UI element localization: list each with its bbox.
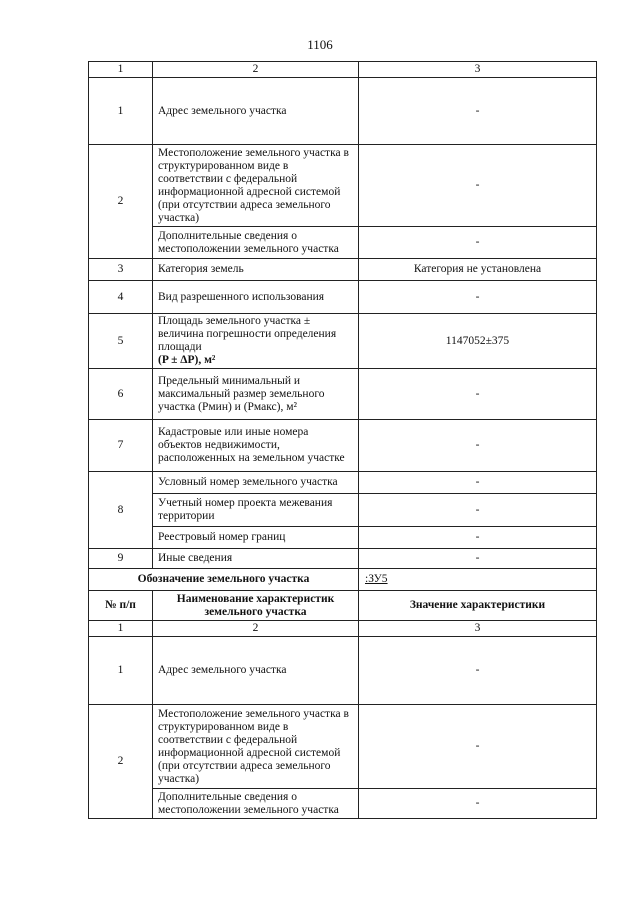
characteristic-name: Местоположение земельного участка в структурированном виде в соответствии с федеральной информационной адресной системой (при отсутствии адреса земельного участка): [153, 705, 359, 789]
characteristic-name: Адрес земельного участка: [153, 78, 359, 145]
characteristic-name: Учетный номер проекта межевания территории: [153, 494, 359, 527]
row-number: 2: [89, 145, 153, 259]
table-row: [89, 227, 597, 259]
row-number: 4: [89, 281, 153, 314]
characteristic-name: Адрес земельного участка: [153, 637, 359, 705]
characteristic-name: Условный номер земельного участка: [153, 472, 359, 494]
table-row: [89, 705, 597, 789]
header-row: [89, 591, 597, 621]
characteristic-value: -: [359, 227, 597, 259]
characteristic-value: -: [359, 789, 597, 819]
characteristic-name: [153, 314, 359, 369]
table-row: [89, 259, 597, 281]
row-number: 3: [89, 259, 153, 281]
characteristic-name: Категория земель: [153, 259, 359, 281]
characteristic-name: Реестровый номер границ: [153, 527, 359, 549]
table-row: [89, 527, 597, 549]
land-plot-table: [88, 61, 597, 819]
characteristic-value: -: [359, 494, 597, 527]
col-number-3: 3: [359, 62, 597, 78]
characteristic-value: 1147052±375: [359, 314, 597, 369]
characteristic-value: -: [359, 369, 597, 420]
row-number: 9: [89, 549, 153, 569]
characteristic-value: -: [359, 78, 597, 145]
col-number-3: 3: [359, 621, 597, 637]
characteristic-value: -: [359, 281, 597, 314]
characteristic-value: -: [359, 527, 597, 549]
table-row: [89, 145, 597, 227]
column-number-row: [89, 621, 597, 637]
row-number: 8: [89, 472, 153, 549]
characteristic-name: Дополнительные сведения о местоположении земельного участка: [153, 227, 359, 259]
row-number: 2: [89, 705, 153, 819]
header-characteristic-name: Наименование характеристик земельного участка: [153, 591, 359, 621]
column-number-row: [89, 62, 597, 78]
row-number: 1: [89, 637, 153, 705]
table-row: [89, 369, 597, 420]
table-row: [89, 281, 597, 314]
characteristic-name: Местоположение земельного участка в структурированном виде в соответствии с федеральной информационной адресной системой (при отсутствии адреса земельного участка): [153, 145, 359, 227]
area-name-text: Площадь земельного участка ± величина погрешности определения площади: [158, 315, 337, 353]
characteristic-value: -: [359, 145, 597, 227]
characteristic-name: Предельный минимальный и максимальный размер земельного участка (Рмин) и (Рмакс), м²: [153, 369, 359, 420]
characteristic-value: -: [359, 637, 597, 705]
col-number-1: 1: [89, 62, 153, 78]
col-number-2: 2: [153, 621, 359, 637]
header-number: № п/п: [89, 591, 153, 621]
characteristic-name: Дополнительные сведения о местоположении земельного участка: [153, 789, 359, 819]
characteristic-name: Иные сведения: [153, 549, 359, 569]
characteristic-value: -: [359, 705, 597, 789]
row-number: 5: [89, 314, 153, 369]
table-row: [89, 549, 597, 569]
table-row: [89, 472, 597, 494]
table-row: [89, 637, 597, 705]
row-number: 1: [89, 78, 153, 145]
table-row: [89, 314, 597, 369]
designation-value: :ЗУ5: [359, 569, 597, 591]
characteristic-name: Кадастровые или иные номера объектов недвижимости, расположенных на земельном участке: [153, 420, 359, 472]
table-row: [89, 494, 597, 527]
table-row: [89, 789, 597, 819]
characteristic-value: Категория не установлена: [359, 259, 597, 281]
designation-row: [89, 569, 597, 591]
page-number: 1106: [307, 37, 333, 52]
table-row: [89, 78, 597, 145]
row-number: 7: [89, 420, 153, 472]
row-number: 6: [89, 369, 153, 420]
characteristic-value: -: [359, 420, 597, 472]
characteristic-name: Вид разрешенного использования: [153, 281, 359, 314]
designation-label: Обозначение земельного участка: [89, 569, 359, 591]
characteristic-value: -: [359, 472, 597, 494]
col-number-2: 2: [153, 62, 359, 78]
header-characteristic-value: Значение характеристики: [359, 591, 597, 621]
col-number-1: 1: [89, 621, 153, 637]
area-formula: (P ± ΔP), м²: [158, 354, 216, 366]
table-row: [89, 420, 597, 472]
characteristic-value: -: [359, 549, 597, 569]
